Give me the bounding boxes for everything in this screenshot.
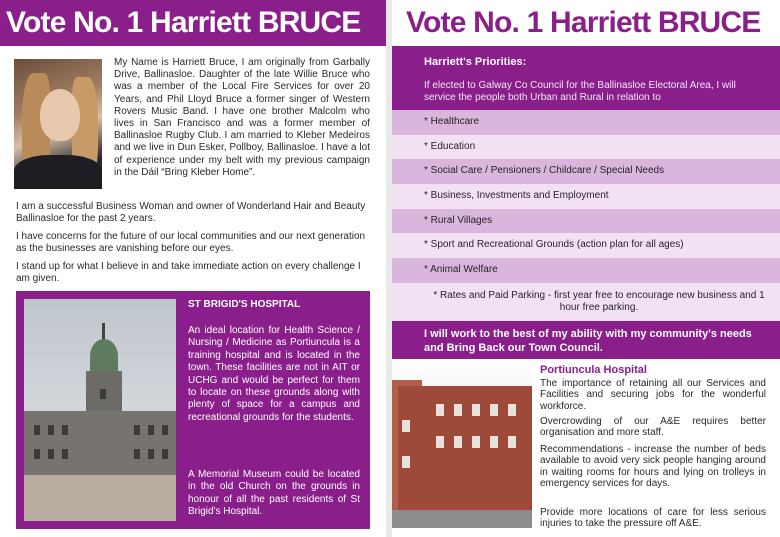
portiuncula-text: Provide more locations of care for less serious injuries to take the pressure off A&E. [540, 507, 766, 530]
priority-item: * Education [392, 135, 780, 160]
portiuncula-hospital-photo [392, 360, 532, 528]
community-pledge: I will work to the best of my ability with my community's needs and Bring Back our Town Council. [392, 321, 780, 359]
portiuncula-text: The importance of retaining all our Services and Facilities and securing jobs for the wonderful workforce. [540, 378, 766, 412]
candidate-bio: My Name is Harriett Bruce, I am originally from Garbally Drive, Ballinasloe. Daughter of the late Willie Bruce who was a member of the Local Fire Services for over 20 Years, and Phil Lloyd Bruce a former singer of Western Rovers Music Band. I have one brother Malcolm who lives in San Francisco and was a former member of Ballinasloe Rugby Club. I am married to Kleber Medeiros and we live in Dun Esker, Pollboy, Ballinasloe. I have a lot of experience under my belt with my previous campaign in the Dáil “Bring Kleber Home”. [114, 57, 370, 178]
priority-item: * Healthcare [392, 110, 780, 135]
priority-item: * Animal Welfare [392, 258, 780, 283]
right-page [392, 0, 780, 537]
portiuncula-title: Portiuncula Hospital [540, 364, 647, 376]
st-brigids-hospital-photo [24, 299, 176, 521]
portiuncula-text: Recommendations - increase the number of beds available to avoid very sick people hanging around in waiting rooms for hours and lying on trolleys in emergency services for days. [540, 444, 766, 490]
candidate-portrait [14, 59, 102, 189]
vote-banner: Vote No. 1 Harriett BRUCE [0, 0, 386, 46]
priorities-list [392, 110, 780, 323]
portiuncula-text: Overcrowding of our A&E requires better organisation and more staff. [540, 416, 766, 439]
priority-item: * Social Care / Pensioners / Childcare / Special Needs [392, 159, 780, 184]
st-brigids-section [16, 291, 370, 529]
priority-item: * Sport and Recreational Grounds (action plan for all ages) [392, 233, 780, 258]
st-brigids-title: ST BRIGID'S HOSPITAL [188, 299, 301, 310]
vote-banner-right: Vote No. 1 Harriett BRUCE [392, 0, 780, 46]
left-page [0, 0, 386, 537]
priority-item: * Rates and Paid Parking - first year free to encourage new business and 1 hour free parking. [392, 283, 780, 323]
priority-item: * Rural Villages [392, 209, 780, 234]
memorial-museum-text: A Memorial Museum could be located in the old Church on the grounds in honour of all the past residents of St Brigid's Hospital. [188, 469, 360, 518]
business-paragraph: I am a successful Business Woman and owner of Wonderland Hair and Beauty Ballinasloe for the past 2 years. [16, 201, 366, 225]
stand-up-paragraph: I stand up for what I believe in and take immediate action on every challenge I am given. [16, 261, 361, 285]
priorities-heading: Harriett's Priorities: [424, 56, 527, 68]
concerns-paragraph: I have concerns for the future of our local communities and our next generation as the businesses are vanishing before our eyes. [16, 231, 366, 255]
priorities-intro: If elected to Galway Co Council for the Ballinasloe Electoral Area, I will service the people both Urban and Rural in relation to [424, 80, 736, 104]
priority-item: * Business, Investments and Employment [392, 184, 780, 209]
st-brigids-text: An ideal location for Health Science / Nursing / Medicine as Portiuncula is a training hospital and is located in the town. These facilities are not in AIT or UCHG and would be perfect for them to locate on these grounds along with plenty of space for a campus and recreational grounds for the students. [188, 325, 360, 423]
priorities-header [392, 46, 780, 110]
